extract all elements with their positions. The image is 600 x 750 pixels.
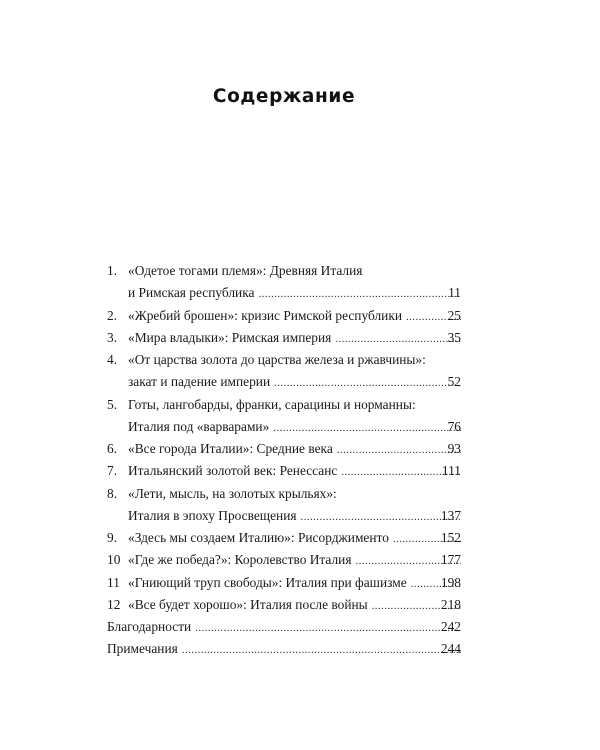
toc-entry-title: Примечания — [107, 641, 178, 656]
toc-page-number: 35 — [447, 330, 461, 345]
toc-page-number: 244 — [440, 641, 461, 656]
toc-page-number: 76 — [447, 419, 461, 434]
toc-page-number: 25 — [447, 308, 461, 323]
toc-entry-title: «От царства золота до царства железа и ржавчины»: — [128, 352, 426, 367]
toc-page-number: 218 — [440, 597, 461, 612]
toc-entry-title: «Одетое тогами племя»: Древняя Италия — [128, 263, 363, 278]
toc-entry-number: 7. — [107, 463, 118, 478]
toc-page-number: 11 — [448, 285, 461, 300]
toc-entry-title: «Все будет хорошо»: Италия после войны — [128, 597, 368, 612]
toc-entry-number: 12 — [107, 597, 121, 612]
toc-entry-title: «Лети, мысль, на золотых крыльях»: — [128, 486, 337, 501]
toc-page-number: 111 — [441, 463, 461, 478]
toc-page-number: 242 — [440, 619, 461, 634]
toc-entry-title: Итальянский золотой век: Ренессанс — [128, 463, 338, 478]
toc-entry-title: «Здесь мы создаем Италию»: Рисорджименто — [128, 530, 389, 545]
toc-entry-number: 6. — [107, 441, 118, 456]
toc-entry-title: Италия под «варварами» — [128, 419, 270, 434]
toc-entry-number: 8. — [107, 486, 118, 501]
toc-page-number: 52 — [447, 374, 461, 389]
toc-entry-title: «Все города Италии»: Средние века — [128, 441, 333, 456]
toc-entry-number: 5. — [107, 397, 118, 412]
toc-entry-title: Благодарности — [107, 619, 192, 634]
toc-page-number: 137 — [440, 508, 461, 523]
toc-page-number: 177 — [440, 552, 461, 567]
toc-entry-title: «Мира владыки»: Римская империя — [128, 330, 332, 345]
toc-entry-title: и Римская республика — [128, 285, 255, 300]
toc-entry-title: «Где же победа?»: Королевство Италия — [128, 552, 352, 567]
toc-page-number: 198 — [440, 575, 461, 590]
toc-page-number: 152 — [440, 530, 461, 545]
toc-entry-title: Готы, лангобарды, франки, сарацины и норманны: — [128, 397, 416, 412]
toc-page-number: 93 — [447, 441, 461, 456]
toc-entry-number: 3. — [107, 330, 118, 345]
toc-entry-title: Италия в эпоху Просвещения — [128, 508, 297, 523]
toc-entry-title: «Жребий брошен»: кризис Римской республики — [128, 308, 402, 323]
toc-entry-number: 4. — [107, 352, 118, 367]
toc-entry-number: 11 — [107, 575, 120, 590]
page-title: Содержание — [212, 86, 356, 107]
toc-entry-number: 9. — [107, 530, 118, 545]
toc-entry-title: «Гниющий труп свободы»: Италия при фашизме — [128, 575, 407, 590]
toc-entry-number: 2. — [107, 308, 118, 323]
toc-entry-title: закат и падение империи — [128, 374, 271, 389]
toc-entry-number: 1. — [107, 263, 118, 278]
toc-entry-number: 10 — [107, 552, 121, 567]
